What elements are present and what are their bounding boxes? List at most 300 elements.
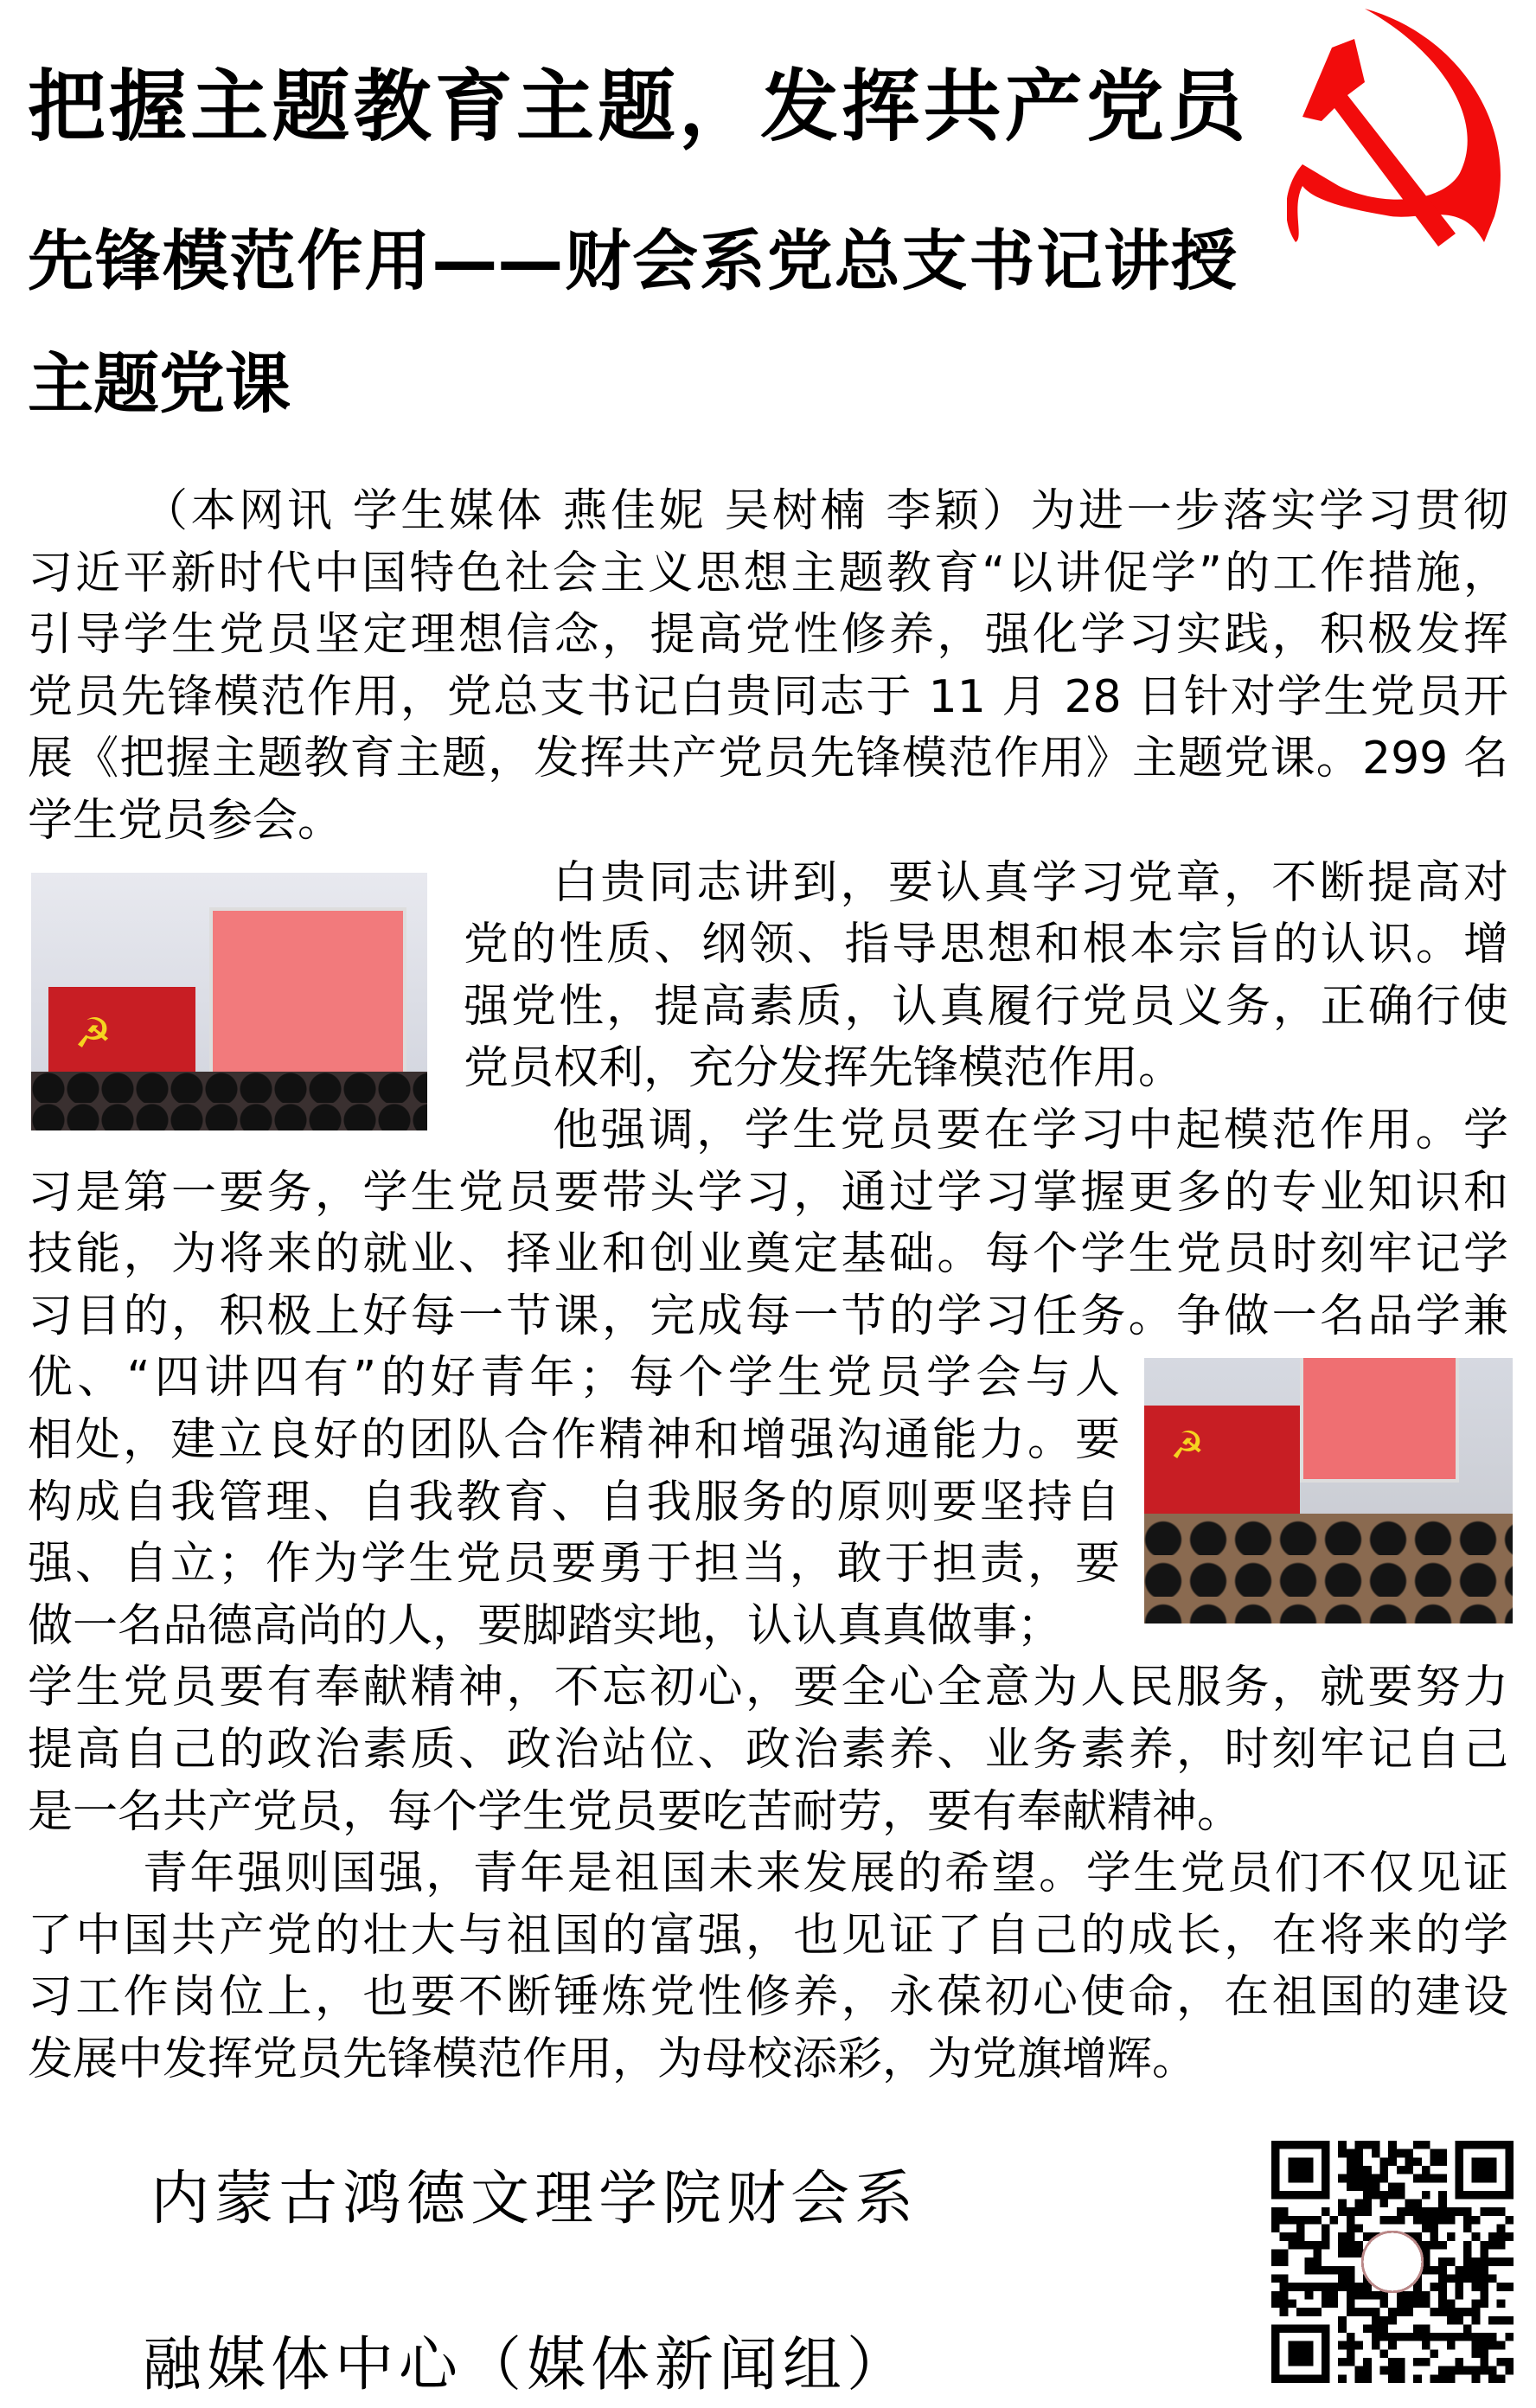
qr-module (1422, 2191, 1430, 2200)
qr-module (1422, 2333, 1430, 2341)
qr-module (1305, 2266, 1314, 2275)
qr-module (1347, 2333, 1355, 2341)
qr-module (1372, 2141, 1380, 2149)
qr-module (1355, 2374, 1364, 2383)
qr-module (1397, 2366, 1405, 2375)
qr-module (1363, 2141, 1372, 2149)
qr-module (1322, 2241, 1330, 2250)
qr-module (1271, 2207, 1280, 2216)
qr-module (1355, 2141, 1364, 2149)
qr-module (1497, 2358, 1506, 2366)
qr-module (1313, 2241, 1322, 2250)
qr-module (1480, 2258, 1488, 2266)
qr-module (1413, 2324, 1422, 2333)
qr-module (1472, 2333, 1481, 2341)
qr-module (1372, 2333, 1380, 2341)
qr-module (1472, 2266, 1481, 2275)
qr-module (1422, 2241, 1430, 2250)
qr-module (1413, 2333, 1422, 2341)
qr-module (1330, 2266, 1339, 2275)
qr-module (1388, 2358, 1397, 2366)
qr-module (1347, 2174, 1355, 2183)
qr-module (1288, 2341, 1313, 2366)
qr-module (1472, 2349, 1481, 2358)
qr-module (1330, 2291, 1339, 2300)
qr-module (1505, 2258, 1514, 2266)
qr-module (1497, 2225, 1506, 2233)
qr-module (1455, 2308, 1463, 2316)
qr-module (1347, 2266, 1355, 2275)
body-line: 学生党员参会。 (28, 795, 343, 847)
hammer-sickle-icon: ☭ (1170, 1424, 1205, 1468)
qr-module (1455, 2316, 1463, 2325)
body-line: 习近平新时代中国特色社会主义思想主题教育“以讲促学”的工作措施， (28, 547, 1508, 599)
qr-module (1447, 2308, 1456, 2316)
qr-module (1347, 2299, 1355, 2308)
qr-module (1405, 2200, 1413, 2208)
qr-module (1380, 2366, 1389, 2375)
qr-module (1296, 2241, 1305, 2250)
qr-module (1355, 2225, 1364, 2233)
qr-module (1397, 2308, 1405, 2316)
qr-module (1505, 2283, 1514, 2291)
qr-module (1405, 2166, 1413, 2174)
qr-module (1455, 2266, 1463, 2275)
qr-module (1355, 2157, 1364, 2166)
qr-module (1438, 2266, 1447, 2275)
qr-module (1480, 2274, 1488, 2283)
qr-module (1372, 2316, 1380, 2325)
qr-module (1488, 2341, 1497, 2350)
qr-module (1355, 2200, 1364, 2208)
qr-module (1288, 2232, 1296, 2241)
qr-module (1355, 2241, 1364, 2250)
qr-module (1463, 2333, 1472, 2341)
qr-module (1430, 2232, 1438, 2241)
qr-module (1463, 2216, 1472, 2225)
qr-module (1280, 2250, 1289, 2258)
qr-module (1438, 2333, 1447, 2341)
qr-module (1455, 2366, 1463, 2375)
qr-module (1271, 2274, 1280, 2283)
qr-module (1388, 2341, 1397, 2350)
qr-module (1347, 2283, 1355, 2291)
qr-module (1480, 2266, 1488, 2275)
qr-module (1347, 2250, 1355, 2258)
qr-module (1455, 2358, 1463, 2366)
qr-module (1505, 2333, 1514, 2341)
qr-module (1430, 2349, 1438, 2358)
body-line: 发展中发挥党员先锋模范作用，为母校添彩，为党旗增辉。 (28, 2033, 1198, 2085)
qr-module (1497, 2241, 1506, 2250)
title-line-3: 主题党课 (28, 345, 291, 422)
qr-module (1480, 2358, 1488, 2366)
body-line: 他强调，学生党员要在学习中起模范作用。学 (553, 1105, 1508, 1156)
qr-module (1438, 2291, 1447, 2300)
qr-module (1288, 2241, 1296, 2250)
qr-module (1438, 2174, 1447, 2183)
qr-module (1430, 2149, 1438, 2158)
qr-module (1430, 2308, 1438, 2316)
qr-module (1280, 2291, 1289, 2300)
qr-module (1447, 2216, 1456, 2225)
qr-module (1338, 2241, 1347, 2250)
qr-module (1372, 2324, 1380, 2333)
qr-module (1397, 2358, 1405, 2366)
qr-module (1455, 2291, 1463, 2300)
qr-module (1455, 2333, 1463, 2341)
qr-module (1472, 2299, 1481, 2308)
qr-module (1480, 2250, 1488, 2258)
qr-module (1488, 2316, 1497, 2325)
qr-module (1405, 2149, 1413, 2158)
qr-module (1438, 2191, 1447, 2200)
qr-module (1338, 2358, 1347, 2366)
qr-module (1280, 2283, 1289, 2291)
qr-module (1438, 2299, 1447, 2308)
qr-module (1330, 2216, 1339, 2225)
qr-module (1322, 2266, 1330, 2275)
qr-logo-icon (1362, 2232, 1423, 2292)
qr-module (1447, 2341, 1456, 2350)
qr-module (1413, 2207, 1422, 2216)
qr-module (1338, 2232, 1347, 2241)
qr-module (1355, 2207, 1364, 2216)
qr-module (1372, 2174, 1380, 2183)
qr-module (1413, 2216, 1422, 2225)
qr-module (1497, 2316, 1506, 2325)
qr-module (1388, 2333, 1397, 2341)
qr-module (1347, 2358, 1355, 2366)
qr-module (1405, 2207, 1413, 2216)
qr-module (1280, 2299, 1289, 2308)
body-line: 强、自立；作为学生党员要勇于担当，敢于担责，要 (28, 1538, 1120, 1591)
qr-module (1430, 2374, 1438, 2383)
qr-module (1405, 2333, 1413, 2341)
qr-module (1355, 2182, 1364, 2191)
qr-module (1488, 2374, 1497, 2383)
qr-module (1388, 2216, 1397, 2225)
qr-code-icon[interactable] (1271, 2138, 1514, 2386)
qr-module (1322, 2207, 1330, 2216)
qr-module (1363, 2324, 1372, 2333)
qr-module (1413, 2358, 1422, 2366)
qr-module (1322, 2225, 1330, 2233)
body-line: 青年强则国强，青年是祖国未来发展的希望。学生党员们不仅见证 (143, 1848, 1508, 1900)
qr-module (1388, 2374, 1397, 2383)
qr-module (1505, 2366, 1514, 2375)
qr-module (1422, 2216, 1430, 2225)
qr-module (1280, 2216, 1289, 2225)
qr-module (1438, 2157, 1447, 2166)
qr-module (1397, 2333, 1405, 2341)
body-line: 强党性，提高素质，认真履行党员义务，正确行使 (464, 980, 1508, 1033)
qr-module (1430, 2225, 1438, 2233)
qr-module (1430, 2266, 1438, 2275)
title-line-2: 先锋模范作用——财会系党总支书记讲授 (28, 222, 1237, 299)
qr-module (1380, 2349, 1389, 2358)
qr-module (1430, 2241, 1438, 2250)
qr-module (1438, 2241, 1447, 2250)
qr-module (1313, 2283, 1322, 2291)
qr-module (1447, 2207, 1456, 2216)
qr-module (1447, 2232, 1456, 2241)
qr-module (1271, 2225, 1280, 2233)
qr-module (1372, 2308, 1380, 2316)
qr-module (1372, 2149, 1380, 2158)
body-line: 构成自我管理、自我教育、自我服务的原则要坚持自 (28, 1476, 1120, 1528)
qr-module (1413, 2200, 1422, 2208)
qr-module (1422, 2166, 1430, 2174)
qr-module (1438, 2274, 1447, 2283)
qr-module (1472, 2216, 1481, 2225)
qr-module (1347, 2166, 1355, 2174)
qr-module (1288, 2283, 1296, 2291)
qr-module (1497, 2299, 1506, 2308)
qr-module (1363, 2182, 1372, 2191)
qr-module (1388, 2308, 1397, 2316)
qr-module (1488, 2366, 1497, 2375)
qr-module (1472, 2366, 1481, 2375)
title-line-1: 把握主题教育主题，发挥共产党员 (28, 61, 1245, 152)
qr-module (1296, 2283, 1305, 2291)
qr-module (1480, 2299, 1488, 2308)
qr-module (1372, 2291, 1380, 2300)
qr-module (1363, 2191, 1372, 2200)
qr-module (1455, 2283, 1463, 2291)
qr-module (1296, 2232, 1305, 2241)
qr-module (1355, 2149, 1364, 2158)
qr-module (1363, 2200, 1372, 2208)
qr-module (1505, 2216, 1514, 2225)
qr-module (1271, 2258, 1280, 2266)
qr-module (1405, 2157, 1413, 2166)
hammer-sickle-icon: ☭ (74, 1009, 112, 1058)
qr-module (1347, 2157, 1355, 2166)
qr-module (1463, 2266, 1472, 2275)
qr-module (1463, 2324, 1472, 2333)
qr-module (1447, 2366, 1456, 2375)
qr-module (1472, 2374, 1481, 2383)
qr-module (1480, 2366, 1488, 2375)
qr-module (1438, 2258, 1447, 2266)
qr-module (1363, 2166, 1372, 2174)
qr-module (1438, 2149, 1447, 2158)
qr-module (1347, 2341, 1355, 2350)
qr-module (1488, 2207, 1497, 2216)
body-line: 习是第一要务，学生党员要带头学习，通过学习掌握更多的专业知识和 (28, 1166, 1508, 1219)
qr-module (1338, 2316, 1347, 2325)
qr-module (1347, 2349, 1355, 2358)
body-line: 是一名共产党员，每个学生党员要吃苦耐劳，要有奉献精神。 (28, 1785, 1243, 1838)
body-line: （本网讯 学生媒体 燕佳妮 吴树楠 李颖）为进一步落实学习贯彻 (143, 485, 1508, 537)
qr-module (1497, 2207, 1506, 2216)
qr-module (1363, 2308, 1372, 2316)
qr-module (1388, 2149, 1397, 2158)
body-line: 党的性质、纲领、指导思想和根本宗旨的认识。增 (464, 919, 1508, 971)
qr-module (1480, 2291, 1488, 2300)
qr-module (1338, 2283, 1347, 2291)
qr-module (1472, 2274, 1481, 2283)
qr-module (1463, 2250, 1472, 2258)
qr-module (1355, 2366, 1364, 2375)
qr-module (1347, 2241, 1355, 2250)
qr-module (1380, 2174, 1389, 2183)
qr-module (1438, 2200, 1447, 2208)
qr-module (1380, 2166, 1389, 2174)
qr-module (1380, 2216, 1389, 2225)
qr-module (1447, 2258, 1456, 2266)
qr-module (1497, 2374, 1506, 2383)
qr-module (1296, 2308, 1305, 2316)
qr-module (1372, 2182, 1380, 2191)
qr-module (1305, 2258, 1314, 2266)
qr-module (1347, 2225, 1355, 2233)
qr-module (1480, 2341, 1488, 2350)
qr-module (1347, 2232, 1355, 2241)
qr-module (1480, 2283, 1488, 2291)
qr-module (1422, 2225, 1430, 2233)
qr-module (1338, 2141, 1347, 2149)
qr-module (1405, 2291, 1413, 2300)
qr-module (1488, 2274, 1497, 2283)
qr-module (1430, 2216, 1438, 2225)
qr-module (1472, 2316, 1481, 2325)
qr-module (1497, 2283, 1506, 2291)
body-line: 习工作岗位上，也要不断锤炼党性修养，永葆初心使命，在祖国的建设 (28, 1971, 1508, 2024)
qr-module (1463, 2207, 1472, 2216)
qr-module (1480, 2333, 1488, 2341)
qr-module (1388, 2191, 1397, 2200)
party-emblem-icon (1287, 0, 1536, 253)
qr-module (1338, 2174, 1347, 2183)
qr-module (1363, 2358, 1372, 2366)
qr-module (1488, 2333, 1497, 2341)
qr-module (1422, 2324, 1430, 2333)
qr-module (1330, 2299, 1339, 2308)
qr-module (1322, 2291, 1330, 2300)
qr-module (1430, 2333, 1438, 2341)
qr-module (1313, 2258, 1322, 2266)
qr-module (1405, 2299, 1413, 2308)
body-line: 引导学生党员坚定理想信念，提高党性修养，强化学习实践，积极发挥 (28, 609, 1508, 662)
body-line: 习目的，积极上好每一节课，完成每一节的学习任务。争做一名品学兼 (28, 1290, 1508, 1342)
qr-module (1447, 2374, 1456, 2383)
qr-module (1397, 2149, 1405, 2158)
qr-module (1397, 2166, 1405, 2174)
qr-module (1305, 2308, 1314, 2316)
qr-module (1497, 2341, 1506, 2350)
qr-module (1397, 2207, 1405, 2216)
qr-module (1388, 2182, 1397, 2191)
qr-module (1313, 2250, 1322, 2258)
qr-module (1338, 2250, 1347, 2258)
body-line: 做一名品德高尚的人，要脚踏实地，认认真真做事； (28, 1599, 1063, 1652)
qr-module (1388, 2141, 1397, 2149)
qr-module (1413, 2374, 1422, 2383)
qr-module (1338, 2149, 1347, 2158)
body-line: 展《把握主题教育主题，发挥共产党员先锋模范作用》主题党课。299 名 (28, 733, 1508, 785)
qr-module (1338, 2324, 1347, 2333)
qr-module (1363, 2174, 1372, 2183)
qr-module (1380, 2200, 1389, 2208)
qr-module (1280, 2308, 1289, 2316)
qr-module (1296, 2216, 1305, 2225)
projector-screen (209, 907, 406, 1087)
qr-module (1463, 2258, 1472, 2266)
qr-module (1271, 2250, 1280, 2258)
qr-module (1372, 2191, 1380, 2200)
qr-module (1380, 2299, 1389, 2308)
qr-module (1438, 2216, 1447, 2225)
qr-module (1413, 2299, 1422, 2308)
qr-module (1363, 2207, 1372, 2216)
qr-module (1447, 2299, 1456, 2308)
qr-module (1355, 2308, 1364, 2316)
signature-media: 融媒体中心（媒体新闻组） (143, 2331, 912, 2399)
qr-module (1397, 2374, 1405, 2383)
qr-module (1422, 2299, 1430, 2308)
body-line: 技能，为将来的就业、择业和创业奠定基础。每个学生党员时刻牢记学 (28, 1228, 1508, 1281)
qr-module (1271, 2299, 1280, 2308)
qr-module (1380, 2191, 1389, 2200)
qr-module (1413, 2174, 1422, 2183)
qr-module (1480, 2349, 1488, 2358)
signature-org: 内蒙古鸿德文理学院财会系 (150, 2165, 919, 2233)
body-line: 提高自己的政治素质、政治站位、政治素养、业务素养，时刻牢记自己 (28, 1724, 1508, 1776)
qr-module (1463, 2241, 1472, 2250)
qr-module (1422, 2141, 1430, 2149)
qr-module (1347, 2291, 1355, 2300)
qr-module (1296, 2225, 1305, 2233)
qr-module (1322, 2299, 1330, 2308)
qr-module (1430, 2207, 1438, 2216)
qr-module (1388, 2366, 1397, 2375)
audience (31, 1072, 427, 1130)
qr-module (1438, 2374, 1447, 2383)
qr-module (1380, 2157, 1389, 2166)
qr-module (1305, 2291, 1314, 2300)
qr-module (1338, 2341, 1347, 2350)
qr-module (1422, 2358, 1430, 2366)
qr-module (1338, 2266, 1347, 2275)
qr-module (1388, 2157, 1397, 2166)
qr-module (1338, 2207, 1347, 2216)
qr-module (1455, 2207, 1463, 2216)
qr-module (1280, 2274, 1289, 2283)
qr-module (1397, 2216, 1405, 2225)
qr-module (1338, 2274, 1347, 2283)
qr-module (1472, 2258, 1481, 2266)
qr-module (1347, 2274, 1355, 2283)
qr-module (1463, 2366, 1472, 2375)
qr-module (1313, 2266, 1322, 2275)
qr-module (1355, 2291, 1364, 2300)
qr-module (1355, 2341, 1364, 2350)
qr-module (1380, 2316, 1389, 2325)
qr-module (1322, 2232, 1330, 2241)
qr-module (1422, 2341, 1430, 2350)
body-line: 白贵同志讲到，要认真学习党章，不断提高对 (553, 856, 1508, 909)
qr-module (1347, 2216, 1355, 2225)
qr-module (1488, 2258, 1497, 2266)
qr-module (1355, 2283, 1364, 2291)
qr-module (1472, 2232, 1481, 2241)
qr-module (1363, 2291, 1372, 2300)
qr-module (1380, 2324, 1389, 2333)
qr-module (1463, 2225, 1472, 2233)
qr-module (1288, 2299, 1296, 2308)
